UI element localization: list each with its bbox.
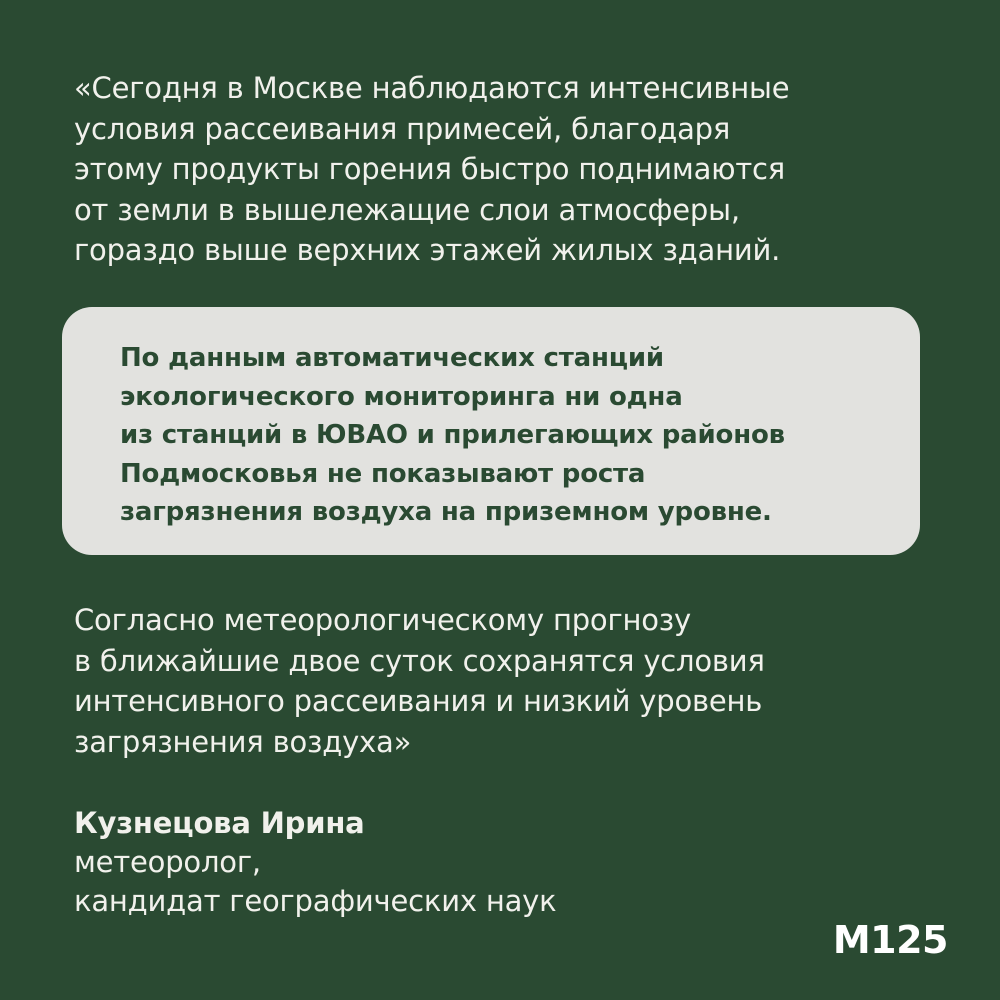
author-role-line: кандидат географических наук <box>74 884 557 918</box>
quote-outro-paragraph <box>74 600 765 762</box>
quote-intro-line: этому продукты горения быстро поднимаются <box>74 152 786 186</box>
quote-intro-line: от земли в вышележащие слои атмосферы, <box>74 192 740 227</box>
quote-intro-line: «Сегодня в Москве наблюдаются интенсивные <box>74 71 790 105</box>
quote-outro-line: в ближайшие двое суток сохранятся условия <box>74 643 765 678</box>
quote-intro-paragraph <box>74 68 789 271</box>
quote-intro-line: условия рассеивания примесей, благодаря <box>74 111 731 146</box>
author-role-line: метеоролог, <box>74 845 261 879</box>
quote-intro-line: гораздо выше верхних этажей жилых зданий. <box>74 233 781 267</box>
quote-outro-line: Согласно метеорологическому прогнозу <box>74 603 691 637</box>
quote-outro-line: загрязнения воздуха» <box>74 724 412 759</box>
callout-line: экологического мониторинга ни одна <box>120 381 683 412</box>
m125-logo: М125 <box>832 918 948 962</box>
callout-line: загрязнения воздуха на приземном уровне. <box>120 497 772 527</box>
quote-outro-line: интенсивного рассеивания и низкий уровень <box>74 684 763 718</box>
highlight-callout-box <box>62 307 920 555</box>
author-name: Кузнецова Ирина <box>74 806 365 840</box>
callout-line: из станций в ЮВАО и прилегающих районов <box>120 420 785 450</box>
author-block <box>74 804 556 921</box>
callout-text <box>120 339 785 532</box>
callout-line: По данным автоматических станций <box>120 343 664 373</box>
callout-line: Подмосковья не показывают роста <box>120 458 646 489</box>
